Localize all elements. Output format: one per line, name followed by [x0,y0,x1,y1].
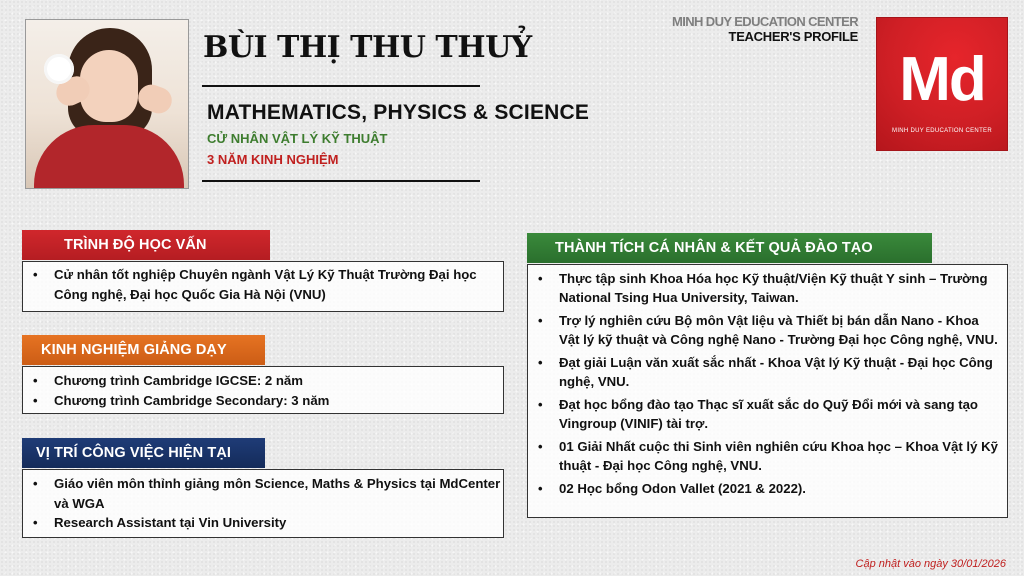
current-job-list [23,474,503,533]
photo-sweater [34,125,184,189]
md-logo [876,17,1008,151]
achievement-item: • Đạt giải Luận văn xuất sắc nhất - Khoa Vật lý Kỹ thuật - Đại học Công nghệ, VNU. [528,353,999,392]
education-list [23,265,503,304]
header-divider-bottom [202,180,480,182]
profile-label: TEACHER'S PROFILE [728,29,858,44]
section-title-education: TRÌNH ĐỘ HỌC VẤN [22,230,270,260]
current-job-item: • Giáo viên môn thỉnh giảng môn Science, Maths & Physics tại MdCenter và WGA [23,474,503,513]
experience-line: 3 NĂM KINH NGHIỆM [207,152,339,167]
teaching-item: • Chương trình Cambridge IGCSE: 2 năm [23,371,503,391]
teacher-photo [25,19,189,189]
teaching-item: • Chương trình Cambridge Secondary: 3 năm [23,391,503,411]
teaching-box [22,366,504,414]
logo-mark: Md [899,45,985,114]
updated-date: Cập nhật vào ngày 30/01/2026 [855,558,1006,570]
center-name: MINH DUY EDUCATION CENTER [671,14,858,29]
achievement-item: • 02 Học bổng Odon Vallet (2021 & 2022). [528,479,999,498]
subjects-line: MATHEMATICS, PHYSICS & SCIENCE [207,101,590,124]
education-box [22,261,504,312]
section-title-teaching: KINH NGHIỆM GIẢNG DẠY [22,335,265,365]
logo-caption: MINH DUY EDUCATION CENTER [892,128,992,134]
teaching-list [23,371,503,410]
teacher-name: BÙI THỊ THU THUỶ [203,30,532,65]
achievement-item: • 01 Giải Nhất cuộc thi Sinh viên nghiên cứu Khoa học – Khoa Vật lý Kỹ thuật - Đại học Công nghệ, VNU. [528,437,999,476]
achievements-list [528,269,999,498]
section-title-current-job: VỊ TRÍ CÔNG VIỆC HIỆN TẠI [22,438,265,468]
achievement-item: • Thực tập sinh Khoa Hóa học Kỹ thuật/Viện Kỹ thuật Y sinh – Trường National Tsing Hua University, Taiwan. [528,269,999,308]
education-item: • Cử nhân tốt nghiệp Chuyên ngành Vật Lý Kỹ Thuật Trường Đại học Công nghệ, Đại học Quốc Gia Hà Nội (VNU) [23,265,503,304]
achievement-item: • Đạt học bổng đào tạo Thạc sĩ xuất sắc do Quỹ Đổi mới và sang tạo Vingroup (VINIF) tài trợ. [528,395,999,434]
degree-line: CỬ NHÂN VẬT LÝ KỸ THUẬT [207,131,388,146]
current-job-item: • Research Assistant tại Vin University [23,513,503,533]
achievements-box [527,264,1008,518]
current-job-box [22,469,504,538]
header-divider-top [202,85,480,87]
section-title-achievements: THÀNH TÍCH CÁ NHÂN & KẾT QUẢ ĐÀO TẠO [527,233,932,263]
achievement-item: • Trợ lý nghiên cứu Bộ môn Vật liệu và Thiết bị bán dẫn Nano - Khoa Vật lý kỹ thuật và Công nghệ Nano - Trường Đại học Công nghệ, VNU. [528,311,999,350]
photo-flower [44,54,74,84]
